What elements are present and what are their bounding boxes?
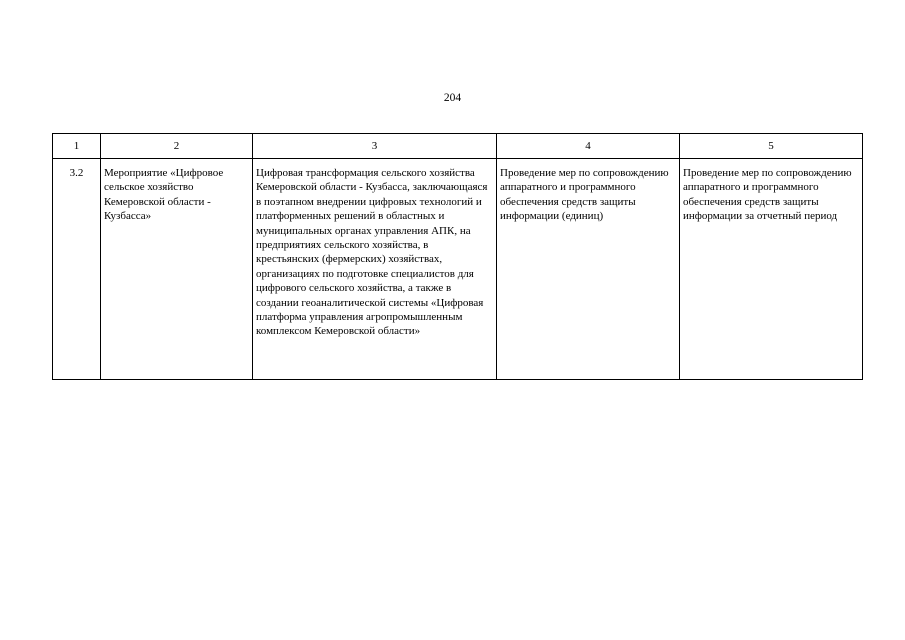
- row-number: 3.2: [69, 167, 84, 179]
- result-cell: Проведение мер по сопровождению аппаратного и программного обеспечения средств защиты информации за отчетный период: [680, 159, 863, 380]
- row-number-cell: [53, 159, 101, 380]
- column-header-1: 1: [53, 134, 101, 159]
- column-header-5: 5: [680, 134, 863, 159]
- column-header-2: 2: [101, 134, 253, 159]
- event-name-cell: Мероприятие «Цифровое сельское хозяйство Кемеровской области - Кузбасса»: [101, 159, 253, 380]
- document-table: [52, 133, 863, 380]
- indicator-cell: Проведение мер по сопровождению аппаратного и программного обеспечения средств защиты информации (единиц): [497, 159, 680, 380]
- event-description-cell: Цифровая трансформация сельского хозяйства Кемеровской области - Кузбасса, заключающаяся в поэтапном внедрении цифровых технологий и платформенных решений в областных и муниципальных органах управления АПК, на предприятиях сельского хозяйства, в крестьянских (фермерских) хозяйствах, организациях по подготовке специалистов для цифрового сельского хозяйства, а также в создании геоаналитической системы «Цифровая платформа управления агропромышленным комплексом Кемеровской области»: [253, 159, 497, 380]
- column-header-4: 4: [497, 134, 680, 159]
- page-number: 204: [443, 92, 462, 104]
- table-row: [53, 159, 863, 380]
- column-header-3: 3: [253, 134, 497, 159]
- table-header-row: [53, 134, 863, 159]
